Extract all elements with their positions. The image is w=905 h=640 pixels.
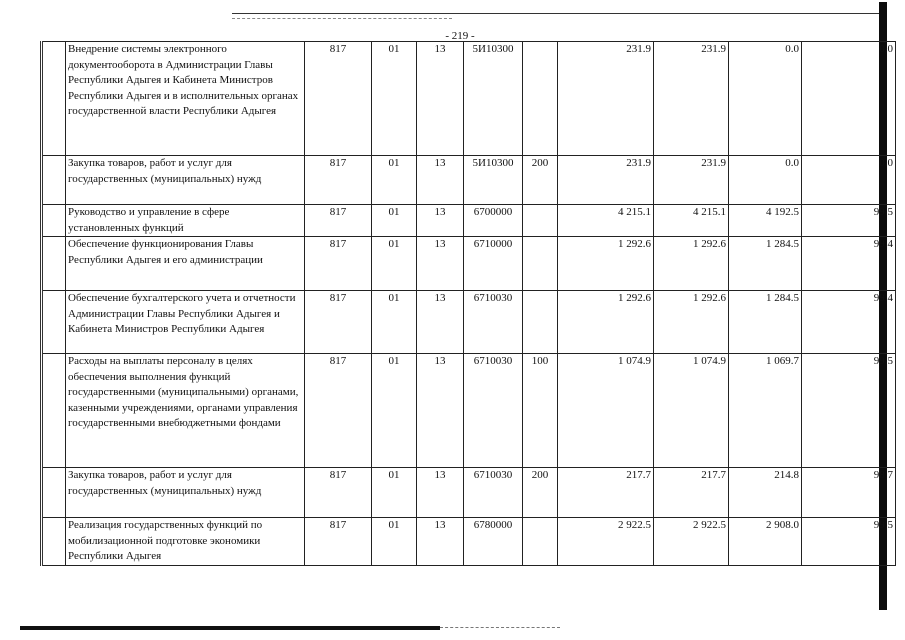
approved-amount-cell: 231.9: [654, 42, 729, 156]
plan-amount-cell: 1 074.9: [558, 354, 654, 468]
executed-amount-cell: 214.8: [729, 468, 802, 518]
section-code-cell: 01: [372, 205, 417, 237]
execution-percent-cell: 99.4: [802, 291, 896, 354]
expense-type-cell: [523, 237, 558, 291]
scan-top-edge-dashed: [232, 18, 452, 19]
execution-percent-cell: 98.7: [802, 468, 896, 518]
target-article-cell: 6700000: [464, 205, 523, 237]
margin-cell: [42, 291, 66, 354]
margin-cell: [42, 237, 66, 291]
budget-table: [40, 41, 896, 566]
margin-cell: [42, 354, 66, 468]
section-code-cell: 01: [372, 291, 417, 354]
table-row: [42, 156, 896, 205]
expense-type-cell: 200: [523, 468, 558, 518]
scan-top-edge: [232, 13, 882, 14]
executed-amount-cell: 1 284.5: [729, 237, 802, 291]
approved-amount-cell: 1 292.6: [654, 237, 729, 291]
plan-amount-cell: 231.9: [558, 156, 654, 205]
subsection-code-cell: 13: [417, 354, 464, 468]
margin-cell: [42, 42, 66, 156]
dept-code-cell: 817: [305, 205, 372, 237]
plan-amount-cell: 217.7: [558, 468, 654, 518]
section-code-cell: 01: [372, 237, 417, 291]
row-name-cell: Обеспечение бухгалтерского учета и отчетности Администрации Главы Республики Адыгея и Кабинета Министров Республики Адыгея: [66, 291, 305, 354]
margin-cell: [42, 518, 66, 566]
executed-amount-cell: 1 284.5: [729, 291, 802, 354]
subsection-code-cell: 13: [417, 205, 464, 237]
expense-type-cell: [523, 205, 558, 237]
subsection-code-cell: 13: [417, 291, 464, 354]
margin-cell: [42, 468, 66, 518]
section-code-cell: 01: [372, 468, 417, 518]
expense-type-cell: [523, 42, 558, 156]
approved-amount-cell: 231.9: [654, 156, 729, 205]
target-article-cell: 6710030: [464, 354, 523, 468]
executed-amount-cell: 0.0: [729, 42, 802, 156]
dept-code-cell: 817: [305, 291, 372, 354]
margin-cell: [42, 205, 66, 237]
target-article-cell: 5И10300: [464, 156, 523, 205]
executed-amount-cell: 4 192.5: [729, 205, 802, 237]
row-name-cell: Руководство и управление в сфере установленных функций: [66, 205, 305, 237]
row-name-cell: Закупка товаров, работ и услуг для государственных (муниципальных) нужд: [66, 468, 305, 518]
dept-code-cell: 817: [305, 354, 372, 468]
plan-amount-cell: 231.9: [558, 42, 654, 156]
executed-amount-cell: 0.0: [729, 156, 802, 205]
approved-amount-cell: 217.7: [654, 468, 729, 518]
row-name-cell: Реализация государственных функций по мобилизационной подготовке экономики Республики Адыгея: [66, 518, 305, 566]
expense-type-cell: [523, 518, 558, 566]
page-number: - 219 -: [445, 30, 475, 42]
target-article-cell: 6710030: [464, 291, 523, 354]
approved-amount-cell: 1 074.9: [654, 354, 729, 468]
scan-bottom-edge-dashed: [440, 627, 560, 628]
table-row: [42, 518, 896, 566]
expense-type-cell: [523, 291, 558, 354]
dept-code-cell: 817: [305, 42, 372, 156]
target-article-cell: 6710000: [464, 237, 523, 291]
table-row: [42, 205, 896, 237]
table-row: [42, 237, 896, 291]
dept-code-cell: 817: [305, 468, 372, 518]
target-article-cell: 6710030: [464, 468, 523, 518]
row-name-cell: Расходы на выплаты персоналу в целях обеспечения выполнения функций государственными (муниципальными) органами, казенными учреждениями, органами управления государственными внебюджетными фондами: [66, 354, 305, 468]
table-row: [42, 354, 896, 468]
subsection-code-cell: 13: [417, 518, 464, 566]
table-row: [42, 291, 896, 354]
row-name-cell: Обеспечение функционирования Главы Республики Адыгея и его администрации: [66, 237, 305, 291]
approved-amount-cell: 1 292.6: [654, 291, 729, 354]
approved-amount-cell: 2 922.5: [654, 518, 729, 566]
margin-cell: [42, 156, 66, 205]
execution-percent-cell: 99.5: [802, 205, 896, 237]
plan-amount-cell: 1 292.6: [558, 237, 654, 291]
plan-amount-cell: 2 922.5: [558, 518, 654, 566]
dept-code-cell: 817: [305, 156, 372, 205]
section-code-cell: 01: [372, 354, 417, 468]
execution-percent-cell: 0.0: [802, 156, 896, 205]
subsection-code-cell: 13: [417, 237, 464, 291]
target-article-cell: 6780000: [464, 518, 523, 566]
section-code-cell: 01: [372, 156, 417, 205]
expense-type-cell: 100: [523, 354, 558, 468]
subsection-code-cell: 13: [417, 156, 464, 205]
section-code-cell: 01: [372, 42, 417, 156]
row-name-cell: Внедрение системы электронного документооборота в Администрации Главы Республики Адыгея и Кабинета Министров Республики Адыгея и в исполнительных органах государственной власти Республики Адыгея: [66, 42, 305, 156]
executed-amount-cell: 2 908.0: [729, 518, 802, 566]
executed-amount-cell: 1 069.7: [729, 354, 802, 468]
approved-amount-cell: 4 215.1: [654, 205, 729, 237]
target-article-cell: 5И10300: [464, 42, 523, 156]
expense-type-cell: 200: [523, 156, 558, 205]
row-name-cell: Закупка товаров, работ и услуг для государственных (муниципальных) нужд: [66, 156, 305, 205]
dept-code-cell: 817: [305, 518, 372, 566]
subsection-code-cell: 13: [417, 468, 464, 518]
execution-percent-cell: 0.0: [802, 42, 896, 156]
subsection-code-cell: 13: [417, 42, 464, 156]
execution-percent-cell: 99.5: [802, 518, 896, 566]
table-row: [42, 468, 896, 518]
plan-amount-cell: 4 215.1: [558, 205, 654, 237]
table-row: [42, 42, 896, 156]
section-code-cell: 01: [372, 518, 417, 566]
execution-percent-cell: 99.4: [802, 237, 896, 291]
scan-bottom-edge: [20, 626, 440, 630]
execution-percent-cell: 99.5: [802, 354, 896, 468]
dept-code-cell: 817: [305, 237, 372, 291]
plan-amount-cell: 1 292.6: [558, 291, 654, 354]
